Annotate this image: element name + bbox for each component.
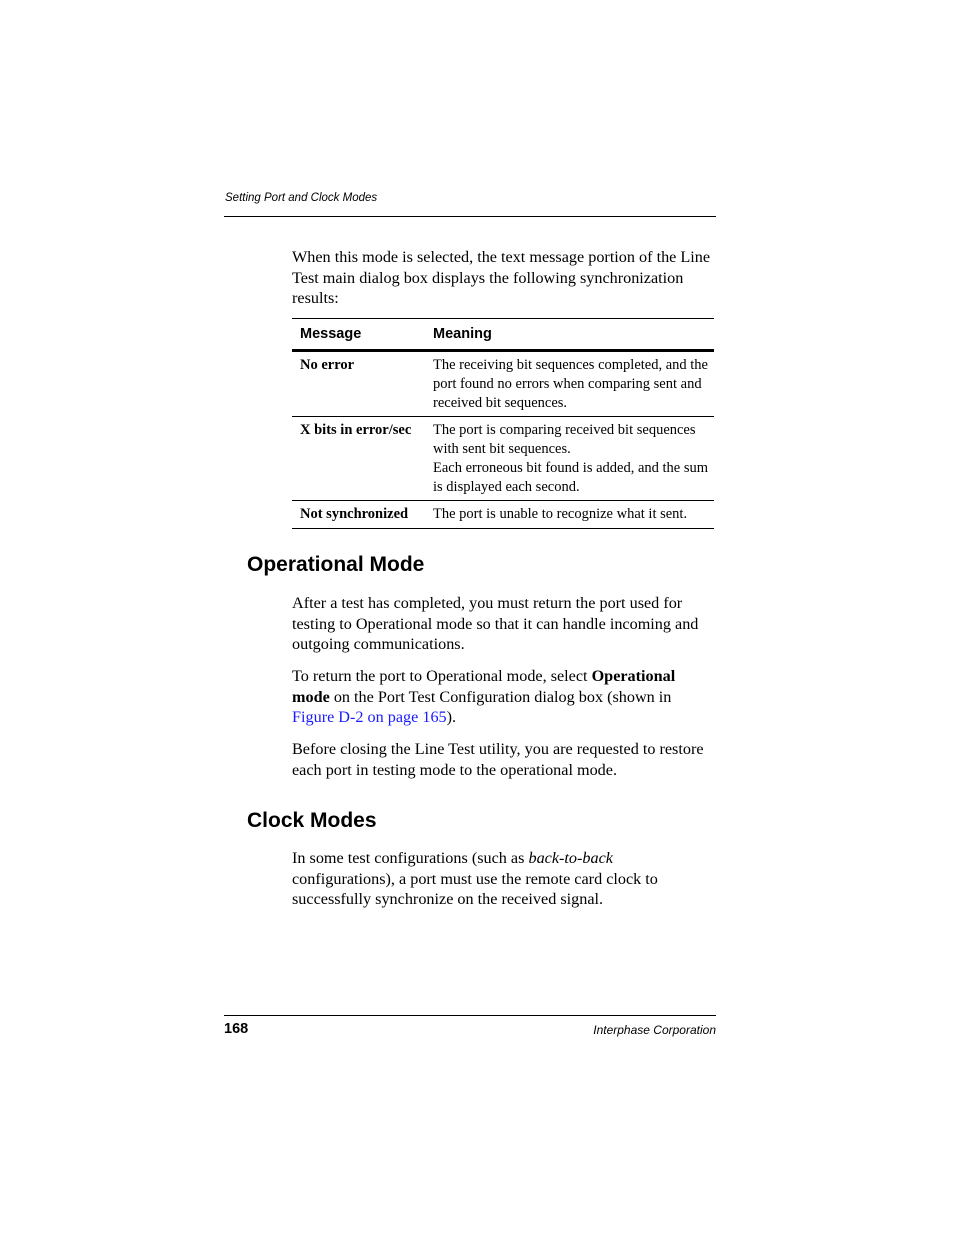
- table-cell-meaning: [425, 417, 714, 501]
- table-row: [292, 417, 714, 501]
- page-number: 168: [224, 1021, 249, 1037]
- clock-paragraph-1: [292, 848, 716, 910]
- operational-paragraph-3: Before closing the Line Test utility, you are requested to restore each port in testing mode to the operational mode.: [292, 740, 704, 779]
- p2-text-before: To return the port to Operational mode, select: [292, 667, 592, 685]
- table-row: [292, 501, 714, 529]
- clock-text-before: In some test configurations (such as: [292, 849, 529, 867]
- table-cell-message: X bits in error/sec: [292, 417, 425, 501]
- meaning-line: The port is unable to recognize what it sent.: [433, 506, 688, 522]
- clock-italic-term: back-to-back: [528, 849, 613, 867]
- sync-results-table: [292, 318, 714, 529]
- table-cell-meaning: [425, 351, 714, 417]
- meaning-line: Each erroneous bit found is added, and the sum is displayed each second.: [433, 460, 709, 495]
- operational-paragraph-2: [292, 666, 716, 728]
- footer-rule: [224, 1015, 716, 1016]
- meaning-line: The receiving bit sequences completed, and the port found no errors when comparing sent and received bit sequences.: [433, 357, 708, 411]
- section-heading-clock-modes: Clock Modes: [247, 809, 377, 832]
- operational-paragraph-1: After a test has completed, you must return the port used for testing to Operational mode so that it can handle incoming and outgoing communications.: [292, 594, 699, 653]
- table-cell-meaning: [425, 501, 714, 529]
- footer-company-name: Interphase Corporation: [593, 1023, 716, 1037]
- p2-text-after: ).: [446, 708, 457, 726]
- intro-paragraph: When this mode is selected, the text message portion of the Line Test main dialog box displays the following synchronization results:: [292, 248, 711, 307]
- table-row: [292, 351, 714, 417]
- section-heading-operational-mode: Operational Mode: [247, 553, 425, 576]
- header-rule: [224, 216, 716, 217]
- clock-text-after: configurations), a port must use the remote card clock to successfully synchronize on the received signal.: [292, 869, 658, 908]
- p2-text-middle: on the Port Test Configuration dialog box (shown in: [329, 687, 672, 706]
- meaning-line: The port is comparing received bit sequences with sent bit sequences.: [433, 422, 696, 457]
- table-cell-message: Not synchronized: [300, 506, 409, 522]
- table-header-row: [292, 319, 714, 351]
- column-header-meaning: Meaning: [425, 319, 714, 351]
- table-cell-message: No error: [292, 351, 425, 417]
- running-header-title: Setting Port and Clock Modes: [225, 192, 378, 204]
- column-header-message: Message: [292, 319, 425, 351]
- p2-bold-term: Operational mode: [292, 667, 676, 706]
- figure-d2-link[interactable]: Figure D-2 on page 165: [292, 708, 447, 726]
